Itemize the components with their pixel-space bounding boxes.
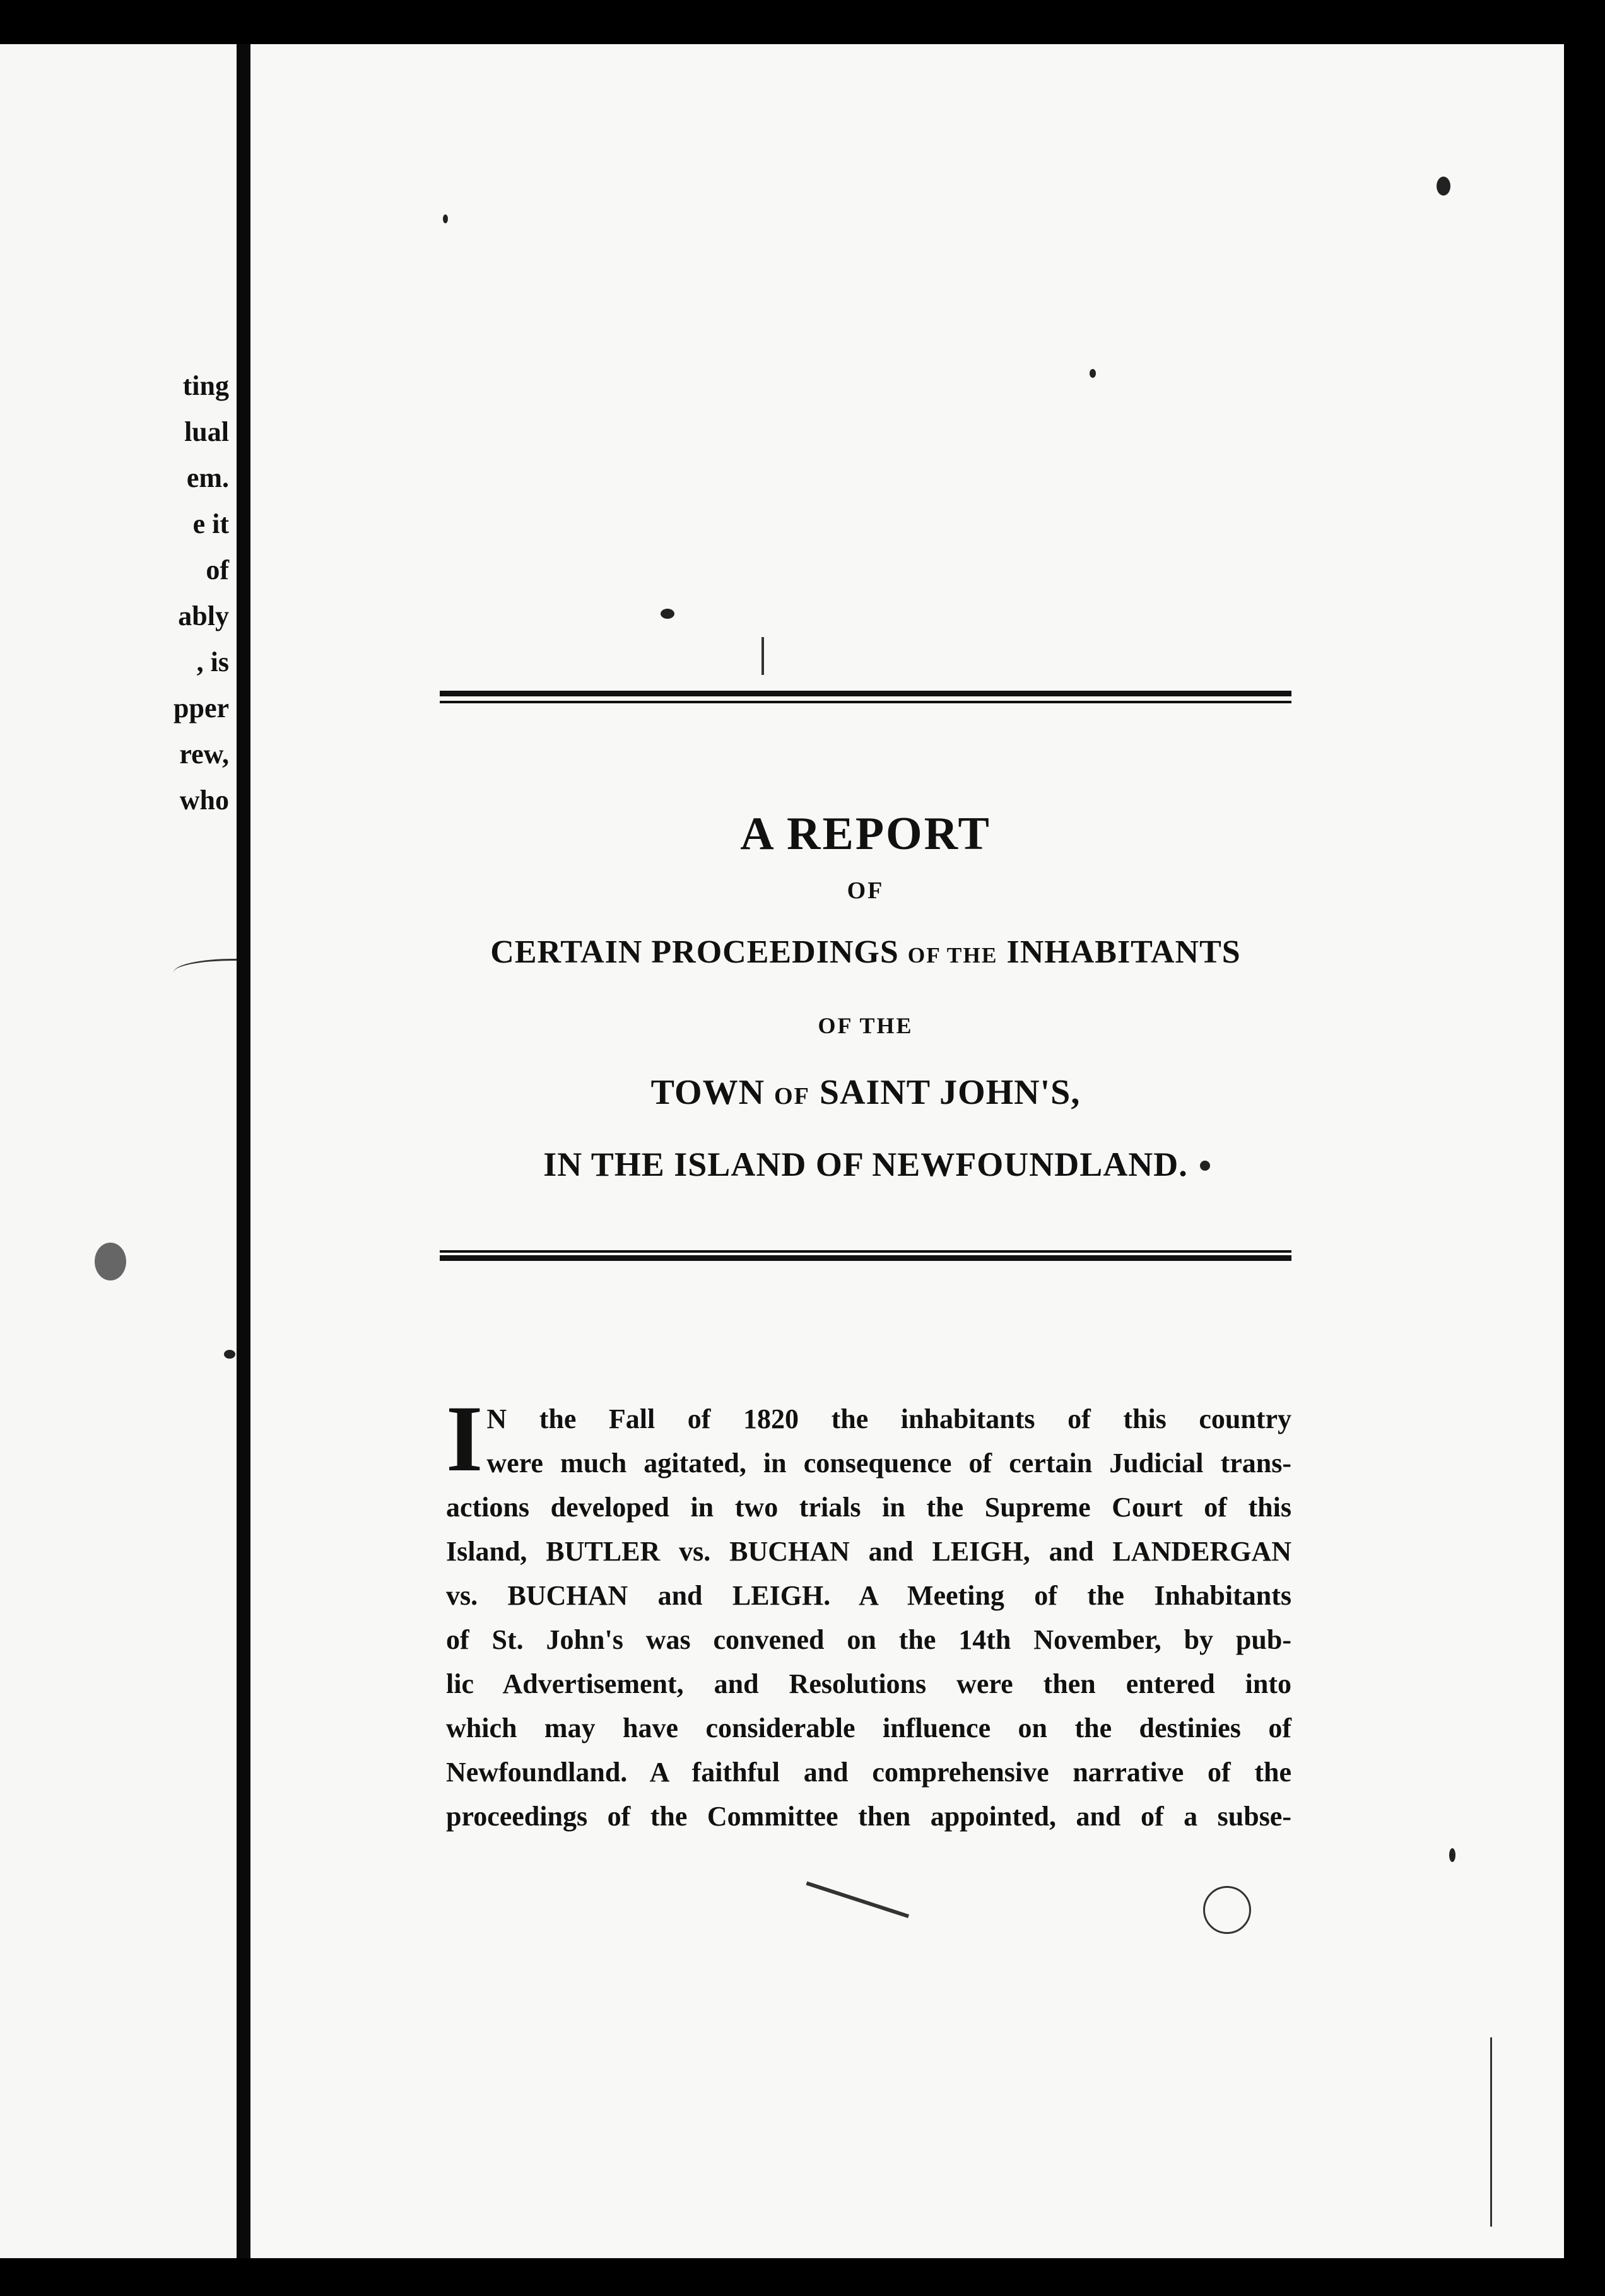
left-page	[0, 44, 237, 2258]
page-gutter	[237, 44, 250, 2258]
body-line: N the Fall of 1820 the inhabitants of this country	[486, 1403, 1291, 1434]
body-line: Island, BUTLER vs. BUCHAN and LEIGH, and LANDERGAN	[446, 1536, 1291, 1567]
body-line: lic Advertisement, and Resolutions were then entered into	[446, 1668, 1291, 1699]
title-rule-bottom	[440, 1250, 1291, 1267]
drop-cap: I	[446, 1386, 483, 1491]
title-of-the: OF THE	[818, 1013, 914, 1038]
left-page-fragment: em.	[186, 462, 229, 493]
title-town-line: TOWN OF SAINT JOHN'S,	[650, 1073, 1081, 1112]
left-page-fragment: e it	[192, 508, 229, 539]
body-line: which may have considerable influence on the destinies of	[446, 1713, 1291, 1743]
ink-speck	[443, 214, 448, 223]
left-page-fragment: pper	[173, 693, 229, 723]
left-page-fragment: lual	[184, 416, 229, 447]
scan-border-top	[0, 0, 1605, 44]
body-line: actions developed in two trials in the Supreme Court of this	[446, 1492, 1291, 1523]
scan-border-bottom	[0, 2258, 1605, 2296]
ink-speck	[1200, 1161, 1210, 1171]
title-island-line: IN THE ISLAND OF NEWFOUNDLAND.	[543, 1145, 1188, 1183]
title-proceedings-line: CERTAIN PROCEEDINGS OF THE INHABITANTS	[490, 934, 1241, 970]
ink-mark	[761, 637, 767, 675]
left-page-fragment: ably	[178, 600, 229, 631]
ink-mark	[1203, 1886, 1251, 1934]
body-line: proceedings of the Committee then appointed, and of a subse-	[446, 1801, 1291, 1832]
left-page-fragment: rew,	[179, 739, 229, 770]
ink-speck	[1449, 1848, 1455, 1862]
ink-speck	[1090, 369, 1096, 378]
body-line: were much agitated, in consequence of certain Judicial trans-	[486, 1448, 1291, 1479]
left-page-fragment: who	[179, 785, 229, 816]
ink-mark	[806, 1851, 919, 1918]
ink-blot	[95, 1243, 126, 1280]
left-page-fragment: , is	[196, 647, 229, 677]
page-crease	[1490, 2037, 1495, 2227]
body-paragraph	[446, 1386, 1291, 1839]
ink-mark	[173, 959, 237, 986]
scan-border-right	[1564, 0, 1605, 2296]
left-page-fragment: ting	[182, 370, 229, 401]
body-line: of St. John's was convened on the 14th November, by pub-	[446, 1624, 1291, 1655]
ink-speck	[224, 1350, 235, 1359]
left-page-fragment: of	[206, 554, 229, 585]
ink-speck	[661, 609, 674, 619]
body-line: Newfoundland. A faithful and comprehensive narrative of the	[446, 1757, 1291, 1788]
ink-speck	[1437, 177, 1450, 196]
report-title: A REPORT	[740, 808, 991, 860]
title-rule-top	[440, 691, 1291, 707]
right-page	[250, 44, 1564, 2258]
title-of: OF	[847, 877, 885, 904]
body-line: vs. BUCHAN and LEIGH. A Meeting of the Inhabitants	[446, 1580, 1291, 1611]
